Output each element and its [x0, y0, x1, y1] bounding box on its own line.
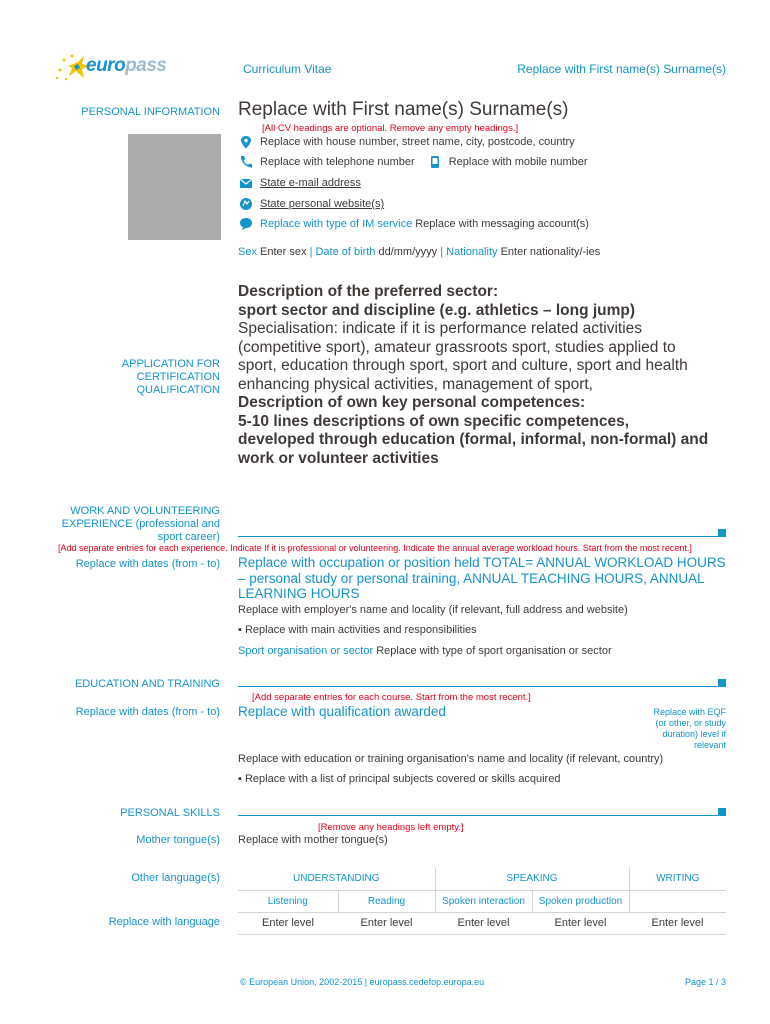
work-label-line-1: WORK AND VOLUNTEERING — [70, 505, 220, 517]
work-label-line-3: sport career) — [157, 531, 220, 543]
footer-copyright: © European Union, 2002-2015 | europass.cedefop.europa.eu — [240, 977, 485, 987]
work-divider-marker — [718, 529, 726, 536]
specialisation-line-1: Specialisation: indicate if it is performance related activities — [238, 320, 643, 337]
im-service-text: Replace with type of IM service — [260, 218, 413, 230]
language-name-label: Replace with language — [108, 916, 220, 928]
application-label-line-1: APPLICATION FOR — [121, 358, 220, 370]
mother-tongue-label: Mother tongue(s) — [136, 834, 220, 846]
work-position-line-1: Replace with occupation or position held TOTAL= ANNUAL WORKLOAD HOURS — [238, 555, 726, 570]
sport-organisation-row — [238, 645, 612, 657]
reading-header: Reading — [338, 890, 435, 912]
eqf-line-1: Replace with EQF — [653, 707, 726, 717]
other-languages-label: Other language(s) — [131, 872, 220, 884]
application-label — [122, 358, 220, 397]
specialisation-line-4: enhancing physical activities, management of sport, — [238, 375, 593, 393]
eqf-line-2: (or other, or study — [655, 718, 726, 728]
work-dates: Replace with dates (from - to) — [75, 558, 220, 570]
application-description — [238, 283, 738, 468]
logo-euro-text: euro — [86, 55, 126, 76]
sex-dob-nationality-row — [238, 246, 600, 258]
header-name: Replace with First name(s) Surname(s) — [517, 62, 726, 76]
qualification-awarded: Replace with qualification awarded — [238, 704, 446, 719]
telephone-text: Replace with telephone number — [260, 156, 415, 168]
work-divider — [238, 536, 726, 537]
language-level-row — [238, 912, 726, 934]
writing-header: WRITING — [629, 868, 726, 890]
logo-pass-text: pass — [125, 55, 167, 76]
website-row — [238, 197, 384, 211]
competences-line-3: work or volunteer activities — [238, 449, 439, 467]
email-link[interactable]: State e-mail address — [260, 177, 361, 189]
spoken-production-header: Spoken production — [532, 890, 629, 912]
language-table-subheader — [238, 890, 726, 912]
work-label-line-2: EXPERIENCE (professional and — [61, 518, 220, 530]
language-table-header — [238, 868, 726, 890]
location-pin-icon — [238, 135, 254, 149]
website-link[interactable]: State personal website(s) — [260, 198, 385, 210]
reading-level[interactable]: Enter level — [338, 912, 435, 934]
eqf-level — [653, 707, 726, 751]
education-divider — [238, 686, 726, 687]
education-organisation: Replace with education or training organisation's name and locality (if relevant, country) — [238, 753, 664, 765]
spoken-production-level[interactable]: Enter level — [532, 912, 629, 934]
personal-skills-label: PERSONAL SKILLS — [120, 807, 220, 819]
skills-divider-marker — [718, 808, 726, 815]
doc-title: Curriculum Vitae — [243, 62, 332, 76]
writing-level[interactable]: Enter level — [629, 912, 726, 934]
education-subjects: ▪ Replace with a list of principal subjects covered or skills acquired — [238, 773, 561, 785]
dob-label: Date of birth — [315, 246, 376, 258]
employer-text: Replace with employer's name and locality (if relevant, full address and website) — [238, 604, 628, 616]
mother-tongue-value: Replace with mother tongue(s) — [238, 834, 388, 846]
education-note: [Add separate entries for each course. Start from the most recent.] — [252, 692, 531, 703]
writing-subheader — [629, 890, 726, 912]
application-label-line-2: CERTIFICATION — [136, 371, 220, 383]
nationality-value: Enter nationality/-ies — [500, 246, 601, 258]
education-divider-marker — [718, 679, 726, 686]
footer-page-number: Page 1 / 3 — [684, 977, 726, 987]
im-row — [238, 217, 589, 231]
competences-heading: Description of own key personal competences: — [238, 394, 586, 411]
education-label: EDUCATION AND TRAINING — [74, 678, 220, 690]
activities-text: ▪ Replace with main activities and responsibilities — [238, 624, 477, 636]
telephone-icon — [238, 155, 254, 169]
work-label — [62, 505, 220, 544]
photo-placeholder — [128, 134, 221, 240]
nationality-label: Nationality — [446, 246, 498, 258]
sex-label: Sex — [238, 246, 257, 258]
skills-divider — [238, 815, 726, 816]
work-position — [238, 555, 738, 602]
work-position-line-2: – personal study or personal training, ANNUAL TEACHING HOURS, ANNUAL — [238, 570, 705, 586]
application-label-line-3: QUALIFICATION — [136, 384, 220, 396]
email-row — [238, 176, 361, 190]
sex-value: Enter sex — [260, 246, 307, 258]
address-text: Replace with house number, street name, city, postcode, country — [260, 136, 575, 148]
mobile-phone-icon — [427, 155, 443, 169]
listening-level[interactable]: Enter level — [238, 912, 338, 934]
work-position-line-3: LEARNING HOURS — [238, 586, 360, 601]
sport-organisation-value: Replace with type of sport organisation or sector — [376, 645, 612, 657]
education-dates: Replace with dates (from - to) — [75, 706, 220, 718]
phone-row — [238, 155, 588, 169]
preferred-sector-heading: Description of the preferred sector: — [238, 283, 499, 300]
speaking-header: SPEAKING — [435, 868, 629, 890]
eqf-line-3: duration) level if — [662, 729, 726, 739]
personal-info-label: PERSONAL INFORMATION — [81, 106, 220, 118]
listening-header: Listening — [238, 890, 338, 912]
email-envelope-icon — [238, 176, 254, 190]
specialisation-line-2: (competitive sport), amateur grassroots sport, studies applied to — [238, 338, 676, 356]
im-account-text: Replace with messaging account(s) — [415, 218, 589, 230]
chat-bubble-icon — [238, 217, 254, 231]
sport-organisation-label: Sport organisation or sector — [238, 645, 374, 657]
mobile-text: Replace with mobile number — [448, 156, 588, 168]
address-row — [238, 135, 575, 149]
spoken-interaction-header: Spoken interaction — [435, 890, 532, 912]
language-table — [238, 868, 726, 935]
understanding-header: UNDERSTANDING — [238, 868, 435, 890]
work-note: [Add separate entries for each experience. Indicate If it is professional or volunteering. Indicate the annual average workload hours. Start from the most recent.] — [58, 543, 692, 553]
eqf-line-4: relevant — [693, 740, 726, 750]
specialisation-line-3: sport, education through sport, sport and culture, sport and health — [238, 357, 688, 374]
competences-line-2: developed through education (formal, informal, non-formal) and — [238, 431, 709, 448]
website-globe-icon — [238, 197, 254, 211]
separator-1: | — [309, 246, 313, 258]
optional-headings-note: [All CV headings are optional. Remove any empty headings.] — [262, 123, 519, 134]
dob-value: dd/mm/yyyy — [378, 246, 438, 258]
spoken-interaction-level[interactable]: Enter level — [435, 912, 532, 934]
separator-2: | — [440, 246, 444, 258]
europass-logo — [54, 52, 167, 82]
skills-note: [Remove any headings left empty.] — [318, 822, 464, 833]
sport-sector-line: sport sector and discipline (e.g. athletics – long jump) — [238, 301, 636, 319]
competences-line-1: 5-10 lines descriptions of own specific competences, — [238, 412, 630, 430]
person-name: Replace with First name(s) Surname(s) — [238, 99, 569, 120]
